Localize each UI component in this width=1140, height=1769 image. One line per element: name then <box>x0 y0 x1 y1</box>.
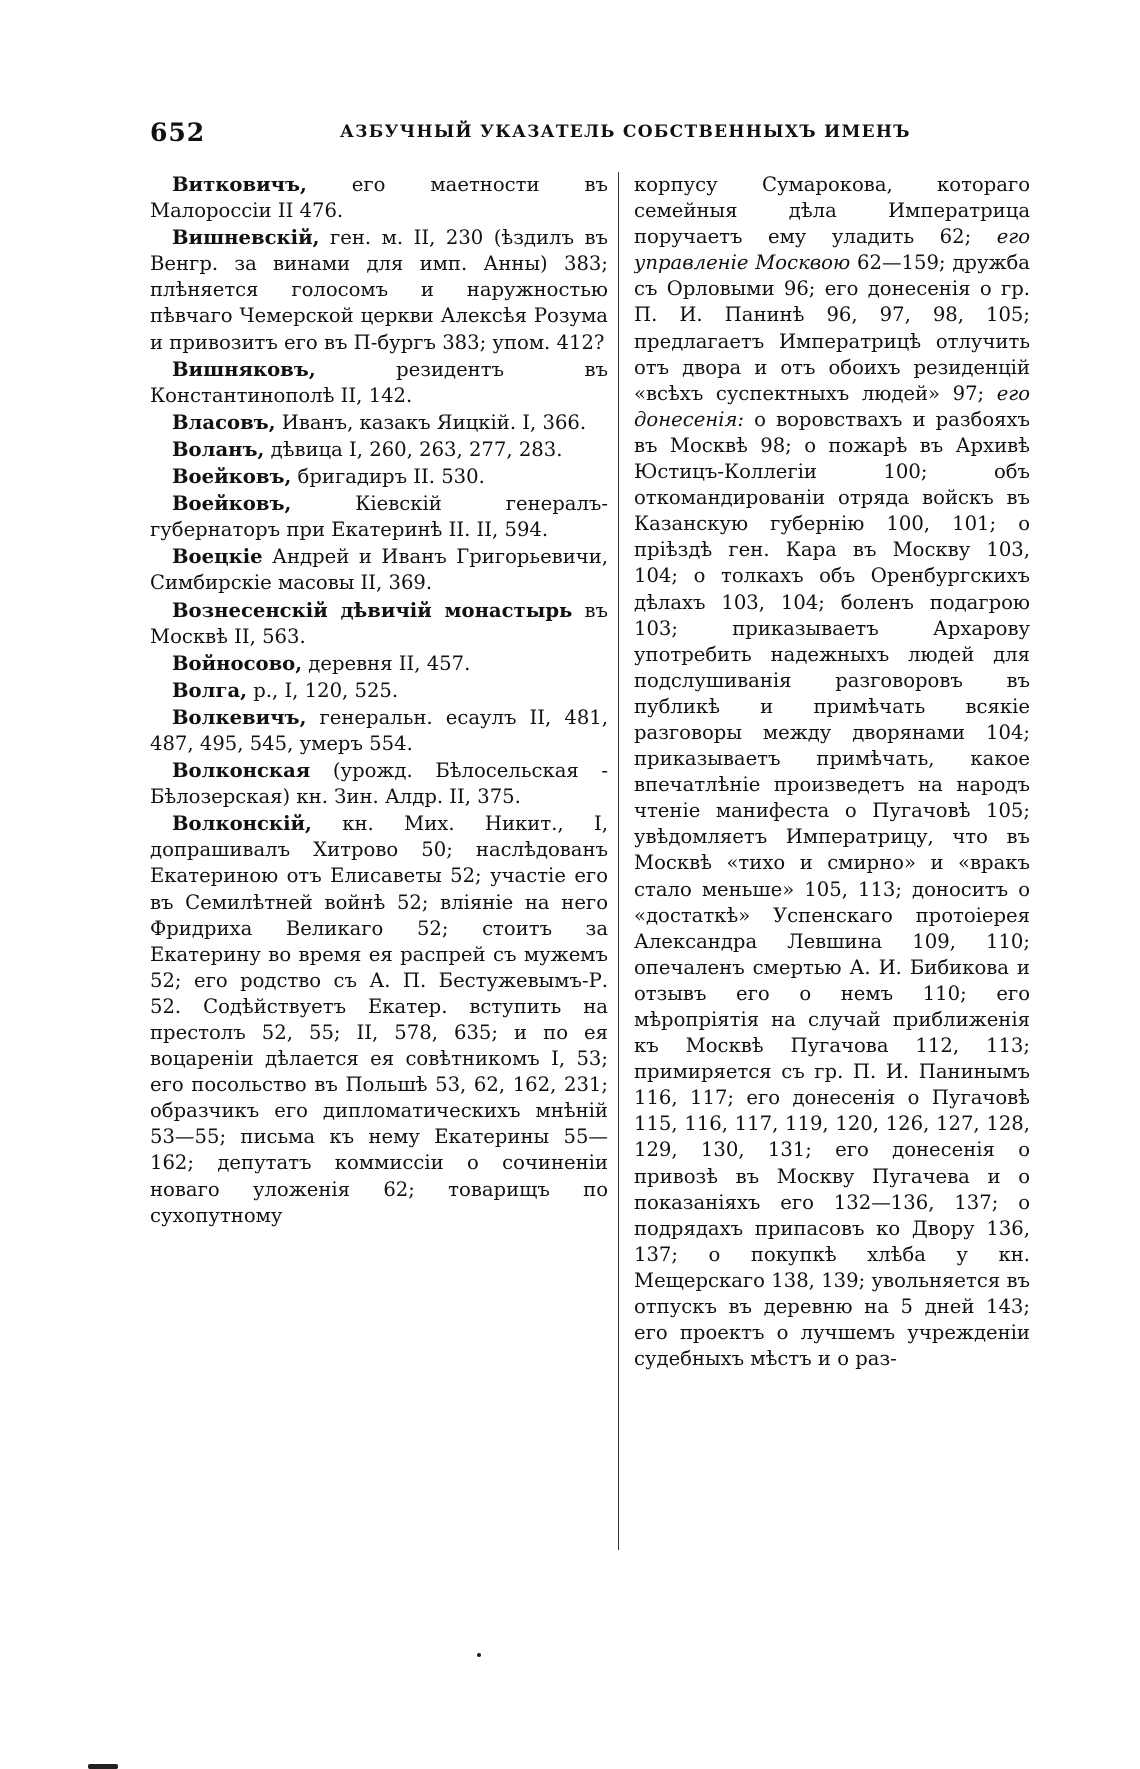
index-entry <box>150 544 608 596</box>
index-entry <box>150 410 608 436</box>
entry-text: въ Москвѣ II, 563. <box>150 598 608 648</box>
entry-headword: Вишняковъ, <box>172 357 316 381</box>
index-entry <box>150 357 608 409</box>
entry-headword: Воецкіе <box>172 545 263 569</box>
entry-headword: Волкевичъ, <box>172 705 307 729</box>
index-entry <box>150 758 608 810</box>
right-column <box>634 172 1030 1550</box>
entry-text: кн. Мих. Никит., I, допрашивалъ Хитрово 50; наслѣдованъ Екатериною отъ Елисаветы 52; участіе его въ Семилѣтней войнѣ 52; вліяніе на него Фридриха Великаго 52; стоитъ за Екатерину во время ея распрей съ мужемъ 52; его родство съ А. П. Бестужевымъ-Р. 52. Содѣйствуетъ Екатер. вступить на престолъ 52, 55; II, 578, 635; и по ея воцареніи дѣлается ея совѣтникомъ I, 53; его посольство въ Польшѣ 53, 62, 162, 231; образчикъ его дипломатическихъ мнѣній 53—55; письма къ нему Екатерины 55—162; депутатъ коммиссіи о сочиненіи новаго уложенія 62; товарищъ по сухопутному <box>150 812 608 1227</box>
page-header <box>150 118 980 158</box>
entry-text: Кіевскій генералъ-губернаторъ при Екатеринѣ II. II, 594. <box>150 492 608 542</box>
entry-headword: Витковичъ, <box>172 173 307 196</box>
entry-headword: Воейковъ, <box>172 465 292 489</box>
entry-headword: Волконская <box>172 759 311 783</box>
entry-headword: Вишневскій, <box>172 226 320 250</box>
entry-text: корпусу Сумарокова, котораго семейныя дѣла Императрица поручаетъ ему уладить 62; <box>634 173 1030 249</box>
entry-text: Андрей и Иванъ Григорьевичи, Симбирскіе масовы II, 369. <box>150 545 608 595</box>
entry-headword: Вознесенскій дѣвичій монастырь <box>172 598 573 622</box>
entry-text: р., I, 120, 525. <box>246 678 399 702</box>
entry-text: 62—159; дружба съ Орловыми 96; его донесенія о гр. П. И. Панинѣ 96, 97, 98, 105; предлагаетъ Императрицѣ отлучить отъ двора и отъ обоихъ резиденцій «всѣхъ суспектныхъ людей» 97; <box>634 251 1030 405</box>
running-title: АЗБУЧНЫЙ УКАЗАТЕЛЬ СОБСТВЕННЫХЪ ИМЕНЪ <box>340 122 911 142</box>
entry-text: деревня II, 457. <box>302 651 471 675</box>
index-entry <box>150 437 608 463</box>
index-entry <box>150 491 608 543</box>
entry-text: бригадиръ II. 530. <box>291 465 485 489</box>
index-entry <box>150 172 608 224</box>
index-entry <box>150 464 608 490</box>
left-column <box>150 172 608 1550</box>
entry-subheading: его управленіе Москвою <box>634 225 1030 275</box>
entry-headword: Воейковъ, <box>172 492 292 516</box>
entry-text: Иванъ, казакъ Яицкій. I, 366. <box>275 410 587 434</box>
entry-continuation <box>634 172 1030 1372</box>
print-mark <box>88 1764 118 1769</box>
index-entry <box>150 678 608 704</box>
column-divider <box>618 172 619 1550</box>
entry-text: его маетности въ Малороссіи II 476. <box>150 173 608 223</box>
entry-text: резидентъ въ Константинополѣ II, 142. <box>150 357 608 407</box>
entry-text: (урожд. Бѣлосельская - Бѣлозерская) кн. Зин. Алдр. II, 375. <box>150 759 608 809</box>
entry-text: дѣвица I, 260, 263, 277, 283. <box>264 437 563 461</box>
index-entry <box>150 705 608 757</box>
entry-headword: Войносово, <box>172 651 303 675</box>
entry-text: о воровствахъ и разбояхъ въ Москвѣ 98; о пожарѣ въ Архивѣ Юстицъ-Коллегіи 100; объ откомандированіи отряда войскъ въ Казанскую губернію 100, 101; о пріѣздѣ ген. Кара въ Москву 103, 104; о толкахъ объ Оренбургскихъ дѣлахъ 103, 104; боленъ подагрою 103; приказываетъ Архарову употребить надежныхъ людей для подслушиванія разговоровъ въ публикѣ и примѣчать всякіе разговоры между дворянами 104; приказываетъ примѣчать, какое впечатлѣніе произведетъ на народъ чтеніе манифеста о Пугачовѣ 105; увѣдомляетъ Императрицу, что въ Москвѣ «тихо и смирно» и «вракъ стало меньше» 105, 113; доноситъ о «достаткѣ» Успенскаго протоіерея Александра Левшина 109, 110; опечаленъ смертью А. И. Бибикова и отзывъ его о немъ 110; его мѣропріятія на случай приближенія къ Москвѣ Пугачова 112, 113; примиряется съ гр. П. И. Панинымъ 116, 117; его донесенія о Пугачовѣ 115, 116, 117, 119, 120, 126, 127, 128, 129, 130, 131; его донесенія о привозѣ въ Москву Пугачева и о показаніяхъ его 132—136, 137; о подрядахъ припасовъ ко Двору 136, 137; о покупкѣ хлѣба у кн. Мещерскаго 138, 139; увольняется въ отпускъ въ деревню на 5 дней 143; его проектъ о лучшемъ учрежденіи судебныхъ мѣстъ и о раз- <box>634 407 1030 1371</box>
entry-headword: Волконскій, <box>172 812 312 836</box>
entry-headword: Волга, <box>172 678 247 702</box>
entry-headword: Власовъ, <box>172 410 276 434</box>
index-entry <box>150 651 608 677</box>
index-entry <box>150 811 608 1229</box>
index-entry <box>150 225 608 355</box>
index-entry <box>150 598 608 650</box>
entry-headword: Воланъ, <box>172 437 265 461</box>
entry-subheading: его донесенія: <box>634 381 1030 431</box>
entry-text: генеральн. есаулъ II, 481, 487, 495, 545, умеръ 554. <box>150 705 608 755</box>
page-number: 652 <box>150 118 206 147</box>
index-columns <box>150 172 1030 1550</box>
entry-text: ген. м. II, 230 (ѣздилъ въ Венгр. за винами для имп. Анны) 383; плѣняется голосомъ и наружностью пѣвчаго Чемерской церкви Алексѣя Розума и привозитъ его въ П-бургъ 383; упом. 412? <box>150 226 608 354</box>
print-speck <box>477 1653 481 1657</box>
